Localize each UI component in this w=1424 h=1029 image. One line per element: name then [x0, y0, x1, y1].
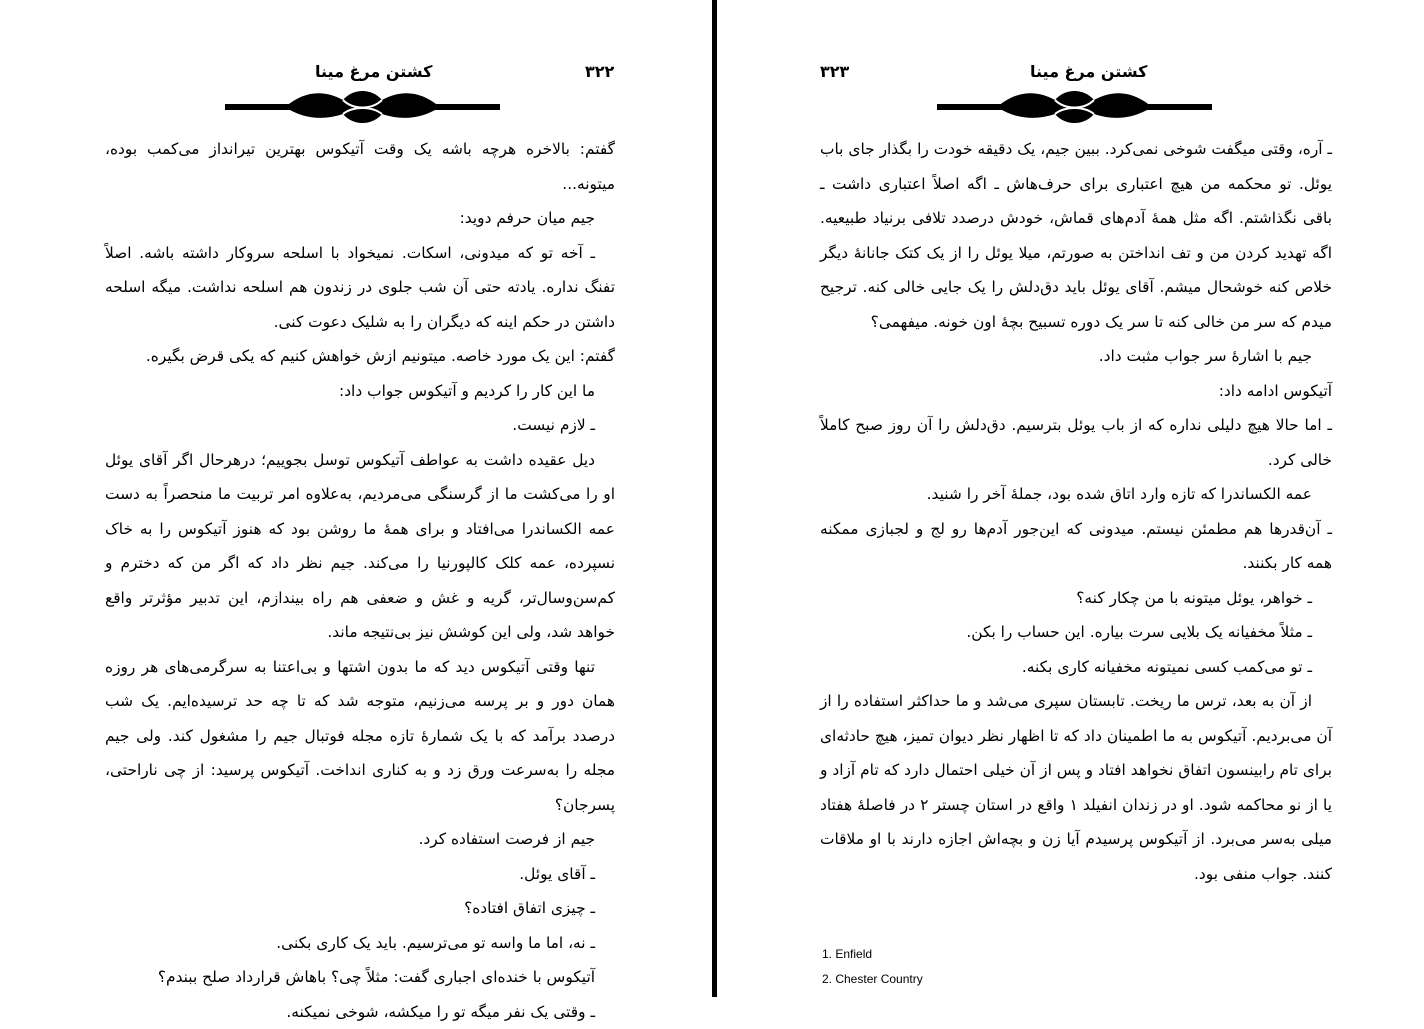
- paragraph: ـ خواهر، یوئل میتونه با من چکار کنه؟: [820, 581, 1332, 616]
- page-number: ۳۲۳: [820, 62, 849, 81]
- paragraph: ـ تو می‌کمب کسی نمیتونه مخفیانه کاری بکنه.: [820, 650, 1332, 685]
- paragraph: عمه الکساندرا که تازه وارد اتاق شده بود، جملهٔ آخر را شنید.: [820, 477, 1332, 512]
- left-body-text: [105, 132, 615, 1029]
- paragraph: جیم با اشارهٔ سر جواب مثبت داد.: [820, 339, 1332, 374]
- right-page: [717, 0, 1424, 997]
- right-body-text: [820, 132, 1332, 891]
- ornament-divider: [937, 86, 1212, 126]
- paragraph: ـ آره، وقتی میگفت شوخی نمی‌کرد. ببین جیم، یک دقیقه خودت را بگذار جای باب یوئل. تو محکمه من هیچ اعتباری برای حرف‌هاش ـ اگه اصلاً اعتباری داشت ـ باقی نگذاشتم. اگه مثل همهٔ آدم‌های قماش، خودش درصدد تلافی برنیاد طبیعیه. اگه تهدید کردن من و تف انداختن به صورتم، میلا یوئل را از یک کتک جانانهٔ دیگر خلاص کنه خوشحال میشم. آقای یوئل باید دق‌دلش را یک جایی خالی کنه. ترجیح میدم که سر من خالی کنه تا سر یک دوره تسبیح بچهٔ اون خونه. میفهمی؟: [820, 132, 1332, 339]
- paragraph: جیم از فرصت استفاده کرد.: [105, 822, 615, 857]
- paragraph: ـ مثلاً مخفیانه یک بلایی سرت بیاره. این حساب را بکن.: [820, 615, 1332, 650]
- footnote: 1. Enfield: [822, 942, 923, 967]
- paragraph: ـ اما حالا هیچ دلیلی نداره که از باب یوئل بترسیم. دق‌دلش را آن روز صبح کاملاً خالی کرد.: [820, 408, 1332, 477]
- paragraph: ـ وقتی یک نفر میگه تو را میکشه، شوخی نمیکنه.: [105, 995, 615, 1029]
- paragraph: ـ نه، اما ما واسه تو می‌ترسیم. باید یک کاری بکنی.: [105, 926, 615, 961]
- paragraph: ـ لازم نیست.: [105, 408, 615, 443]
- paragraph: دیل عقیده داشت به عواطف آتیکوس توسل بجوییم؛ درهرحال اگر آقای یوئل او را می‌کشت ما از گرسنگی می‌مردیم، به‌علاوه امر تربیت ما منحصراً به دست عمه الکساندرا می‌افتاد و برای همهٔ ما روشن بود که هنوز آتیکوس را به خاک نسپرده، عمه کلک کالپورنیا را می‌کند. جیم نظر داد که اگر من که دخترم و کم‌سن‌وسال‌تر، گریه و غش و ضعفی هم راه بیندازم، این تدبیر مؤثرتر واقع خواهد شد، ولی این کوشش نیز بی‌نتیجه ماند.: [105, 443, 615, 650]
- paragraph: تنها وقتی آتیکوس دید که ما بدون اشتها و بی‌اعتنا به سرگرمی‌های هر روزه همان دور و بر پرسه می‌زنیم، متوجه شد که تا چه حد ترسیده‌ایم. یک شب درصدد برآمد که با یک شمارهٔ تازه مجله فوتبال جیم را مشغول کند. ولی جیم مجله را به‌سرعت ورق زد و به کناری انداخت. آتیکوس پرسید: از چی ناراحتی، پسرجان؟: [105, 650, 615, 823]
- paragraph: گفتم: بالاخره هرچه باشه یک وقت آتیکوس بهترین تیرانداز می‌کمب بوده، میتونه...: [105, 132, 615, 201]
- paragraph: آتیکوس با خنده‌ای اجباری گفت: مثلاً چی؟ باهاش قرارداد صلح ببندم؟: [105, 960, 615, 995]
- paragraph: ـ آخه تو که میدونی، اسکات. نمیخواد با اسلحه سروکار داشته باشه. اصلاً تفنگ نداره. یادته حتی آن شب جلوی در زندون هم اسلحه نداشت. میگه اسلحه داشتن در حکم اینه که دیگران را به شلیک دعوت کنی.: [105, 236, 615, 340]
- footnotes: [822, 942, 923, 992]
- running-head: کشتن مرغ مینا: [315, 62, 432, 81]
- ornament-divider: [225, 86, 500, 126]
- paragraph: از آن به بعد، ترس ما ریخت. تابستان سپری می‌شد و ما حداکثر استفاده را از آن می‌بردیم. آتیکوس به ما اطمینان داد که تا اظهار نظر دیوان تمیز، هیچ حادثه‌ای برای تام رابینسون اتفاق نخواهد افتاد و پس از آن خیلی احتمال دارد که تام آزاد و یا از نو محاکمه شود. او در زندان انفیلد ۱ واقع در استان چستر ۲ در فاصلهٔ هفتاد میلی به‌سر می‌برد. از آتیکوس پرسیدم آیا زن و بچه‌اش اجازه دارند با او ملاقات کنند. جواب منفی بود.: [820, 684, 1332, 891]
- paragraph: ما این کار را کردیم و آتیکوس جواب داد:: [105, 374, 615, 409]
- paragraph: گفتم: این یک مورد خاصه. میتونیم ازش خواهش کنیم که یکی قرض بگیره.: [105, 339, 615, 374]
- left-page: [0, 0, 712, 997]
- paragraph: ـ آقای یوئل.: [105, 857, 615, 892]
- paragraph: ـ چیزی اتفاق افتاده؟: [105, 891, 615, 926]
- footnote: 2. Chester Country: [822, 967, 923, 992]
- paragraph: ـ آن‌قدرها هم مطمئن نیستم. میدونی که این‌جور آدم‌ها رو لج و لجبازی ممکنه همه کار بکنند.: [820, 512, 1332, 581]
- page-number: ۳۲۲: [585, 62, 614, 81]
- running-head: کشتن مرغ مینا: [1030, 62, 1147, 81]
- paragraph: آتیکوس ادامه داد:: [820, 374, 1332, 409]
- paragraph: جیم میان حرفم دوید:: [105, 201, 615, 236]
